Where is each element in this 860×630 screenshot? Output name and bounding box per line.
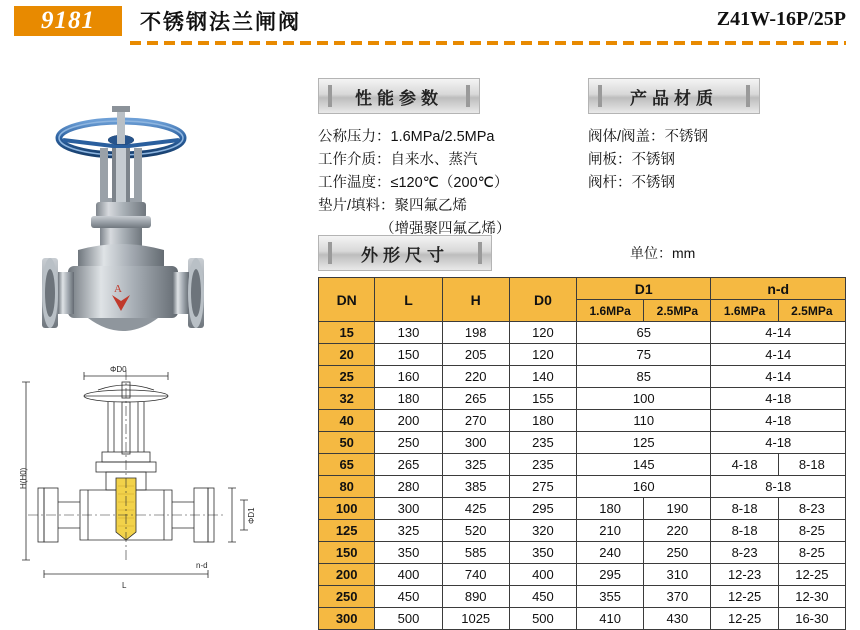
spec-label: 阀体/阀盖： [588, 129, 665, 145]
spec-row [318, 218, 511, 241]
table-header-row-1 [319, 278, 846, 300]
cell-d1: 100 [577, 388, 711, 410]
cell-dn: 50 [319, 432, 375, 454]
cell-nd: 4-18 [711, 388, 846, 410]
spec-value: 不锈钢 [664, 129, 709, 145]
cell-nd: 8-18 [711, 476, 846, 498]
cell-nd: 4-14 [711, 322, 846, 344]
spec-value: 1.6MPa/2.5MPa [390, 129, 495, 145]
performance-title-text: 性能参数 [355, 88, 443, 108]
cell-nd-16: 4-18 [711, 454, 778, 476]
table-row [319, 564, 846, 586]
cell-l: 130 [375, 322, 442, 344]
cell-d1: 85 [577, 366, 711, 388]
cell-dn: 150 [319, 542, 375, 564]
spec-row [588, 126, 708, 149]
cell-nd-25: 8-25 [778, 520, 845, 542]
table-row [319, 476, 846, 498]
material-spec-list [588, 126, 708, 195]
dimension-table [318, 277, 846, 630]
spec-value: （增强聚四氟乙烯） [380, 221, 511, 237]
cell-l: 150 [375, 344, 442, 366]
cell-h: 385 [442, 476, 509, 498]
cell-dn: 40 [319, 410, 375, 432]
table-body [319, 322, 846, 630]
cell-d0: 235 [509, 454, 576, 476]
cell-dn: 32 [319, 388, 375, 410]
cell-nd-16: 8-18 [711, 520, 778, 542]
cell-nd-25: 8-25 [778, 542, 845, 564]
spec-row [318, 195, 511, 218]
cell-d1-16: 210 [577, 520, 644, 542]
table-row [319, 608, 846, 630]
cell-h: 205 [442, 344, 509, 366]
cell-dn: 65 [319, 454, 375, 476]
cell-l: 400 [375, 564, 442, 586]
table-row [319, 498, 846, 520]
spec-label: 闸板： [588, 152, 632, 168]
product-photo [8, 52, 308, 352]
cell-d1-25: 250 [644, 542, 711, 564]
cell-l: 280 [375, 476, 442, 498]
spec-label: 工作温度： [318, 175, 391, 191]
table-row [319, 586, 846, 608]
technical-drawing [18, 360, 290, 610]
table-row [319, 322, 846, 344]
table-row [319, 542, 846, 564]
cell-d1: 75 [577, 344, 711, 366]
cell-h: 890 [442, 586, 509, 608]
product-number-badge: 9181 [14, 6, 122, 36]
cell-l: 325 [375, 520, 442, 542]
cell-nd-25: 12-30 [778, 586, 845, 608]
col-header-nd: n-d [711, 278, 846, 300]
cell-nd-16: 8-18 [711, 498, 778, 520]
cell-d1: 65 [577, 322, 711, 344]
cell-d0: 155 [509, 388, 576, 410]
page-title: 不锈钢法兰闸阀 [140, 11, 301, 34]
cell-h: 585 [442, 542, 509, 564]
cell-nd-16: 8-23 [711, 542, 778, 564]
spec-value: 不锈钢 [631, 152, 675, 168]
cell-d0: 235 [509, 432, 576, 454]
cell-d0: 320 [509, 520, 576, 542]
cell-h: 220 [442, 366, 509, 388]
cell-dn: 100 [319, 498, 375, 520]
cell-d0: 295 [509, 498, 576, 520]
cell-d1: 125 [577, 432, 711, 454]
table-row [319, 520, 846, 542]
cell-d1: 145 [577, 454, 711, 476]
cell-d1-25: 370 [644, 586, 711, 608]
cell-nd-25: 8-23 [778, 498, 845, 520]
drawing-label-h: H(H0) [19, 467, 28, 489]
spec-value: ≤120℃（200℃） [390, 175, 509, 191]
cell-nd-16: 12-25 [711, 586, 778, 608]
product-model: Z41W-16P/25P [716, 8, 846, 30]
col-header-nd-25: 2.5MPa [778, 300, 845, 322]
material-section-title [588, 78, 760, 114]
cell-nd-25: 8-18 [778, 454, 845, 476]
cell-l: 350 [375, 542, 442, 564]
col-header-d1-16: 1.6MPa [577, 300, 644, 322]
material-title-text: 产品材质 [630, 88, 718, 108]
spec-label: 公称压力： [318, 129, 391, 145]
cell-l: 180 [375, 388, 442, 410]
spec-label: 垫片/填料： [318, 198, 395, 214]
cell-dn: 25 [319, 366, 375, 388]
cell-d1: 110 [577, 410, 711, 432]
cell-d1-16: 240 [577, 542, 644, 564]
spec-row [588, 149, 708, 172]
col-header-h: H [442, 278, 509, 322]
cell-l: 200 [375, 410, 442, 432]
table-row [319, 432, 846, 454]
cell-d0: 450 [509, 586, 576, 608]
cell-h: 520 [442, 520, 509, 542]
cell-h: 425 [442, 498, 509, 520]
cell-d1-25: 430 [644, 608, 711, 630]
cell-dn: 20 [319, 344, 375, 366]
cell-d1-25: 190 [644, 498, 711, 520]
cell-nd: 4-18 [711, 410, 846, 432]
cell-nd: 4-18 [711, 432, 846, 454]
cell-l: 160 [375, 366, 442, 388]
page-header [0, 0, 860, 46]
performance-spec-list [318, 126, 511, 241]
cell-d1-16: 355 [577, 586, 644, 608]
svg-text:A: A [114, 283, 122, 295]
cell-dn: 15 [319, 322, 375, 344]
cell-d0: 350 [509, 542, 576, 564]
spec-row [318, 149, 511, 172]
cell-d1-25: 310 [644, 564, 711, 586]
performance-section-title [318, 78, 480, 114]
drawing-label-nd: n-d [196, 561, 208, 570]
cell-l: 265 [375, 454, 442, 476]
col-header-d0: D0 [509, 278, 576, 322]
spec-value: 自来水、蒸汽 [390, 152, 478, 168]
spec-label: 阀杆： [588, 175, 632, 191]
cell-d0: 180 [509, 410, 576, 432]
cell-h: 265 [442, 388, 509, 410]
cell-l: 300 [375, 498, 442, 520]
cell-nd-25: 16-30 [778, 608, 845, 630]
col-header-nd-16: 1.6MPa [711, 300, 778, 322]
col-header-dn: DN [319, 278, 375, 322]
spec-row [318, 126, 511, 149]
unit-note: 单位：mm [630, 245, 696, 261]
cell-d1-16: 180 [577, 498, 644, 520]
cell-h: 325 [442, 454, 509, 476]
header-dashed-rule [130, 41, 846, 45]
cell-l: 500 [375, 608, 442, 630]
cell-l: 250 [375, 432, 442, 454]
cell-dn: 250 [319, 586, 375, 608]
cell-nd: 4-14 [711, 344, 846, 366]
table-row [319, 344, 846, 366]
cell-h: 270 [442, 410, 509, 432]
cell-d0: 140 [509, 366, 576, 388]
cell-nd-25: 12-25 [778, 564, 845, 586]
col-header-d1: D1 [577, 278, 711, 300]
dimension-title-text: 外形尺寸 [361, 245, 449, 265]
cell-d0: 120 [509, 344, 576, 366]
cell-d1: 160 [577, 476, 711, 498]
cell-dn: 80 [319, 476, 375, 498]
cell-d0: 275 [509, 476, 576, 498]
drawing-label-l: L [122, 581, 127, 590]
table-row [319, 366, 846, 388]
cell-d1-16: 410 [577, 608, 644, 630]
spec-label: 工作介质： [318, 152, 391, 168]
cell-h: 198 [442, 322, 509, 344]
cell-h: 1025 [442, 608, 509, 630]
cell-l: 450 [375, 586, 442, 608]
spec-row [318, 172, 511, 195]
spec-value: 聚四氟乙烯 [394, 198, 468, 214]
drawing-label-d0: ΦD0 [110, 365, 127, 374]
cell-nd-16: 12-23 [711, 564, 778, 586]
cell-d0: 500 [509, 608, 576, 630]
table-row [319, 454, 846, 476]
col-header-l: L [375, 278, 442, 322]
cell-d1-16: 295 [577, 564, 644, 586]
cell-dn: 200 [319, 564, 375, 586]
cell-dn: 125 [319, 520, 375, 542]
cell-d0: 120 [509, 322, 576, 344]
cell-h: 740 [442, 564, 509, 586]
spec-row [588, 172, 708, 195]
cell-h: 300 [442, 432, 509, 454]
cell-dn: 300 [319, 608, 375, 630]
table-row [319, 388, 846, 410]
cell-d0: 400 [509, 564, 576, 586]
spec-value: 不锈钢 [631, 175, 675, 191]
cell-nd-16: 12-25 [711, 608, 778, 630]
drawing-label-d1: ΦD1 [247, 507, 256, 524]
cell-nd: 4-14 [711, 366, 846, 388]
col-header-d1-25: 2.5MPa [644, 300, 711, 322]
cell-d1-25: 220 [644, 520, 711, 542]
table-row [319, 410, 846, 432]
